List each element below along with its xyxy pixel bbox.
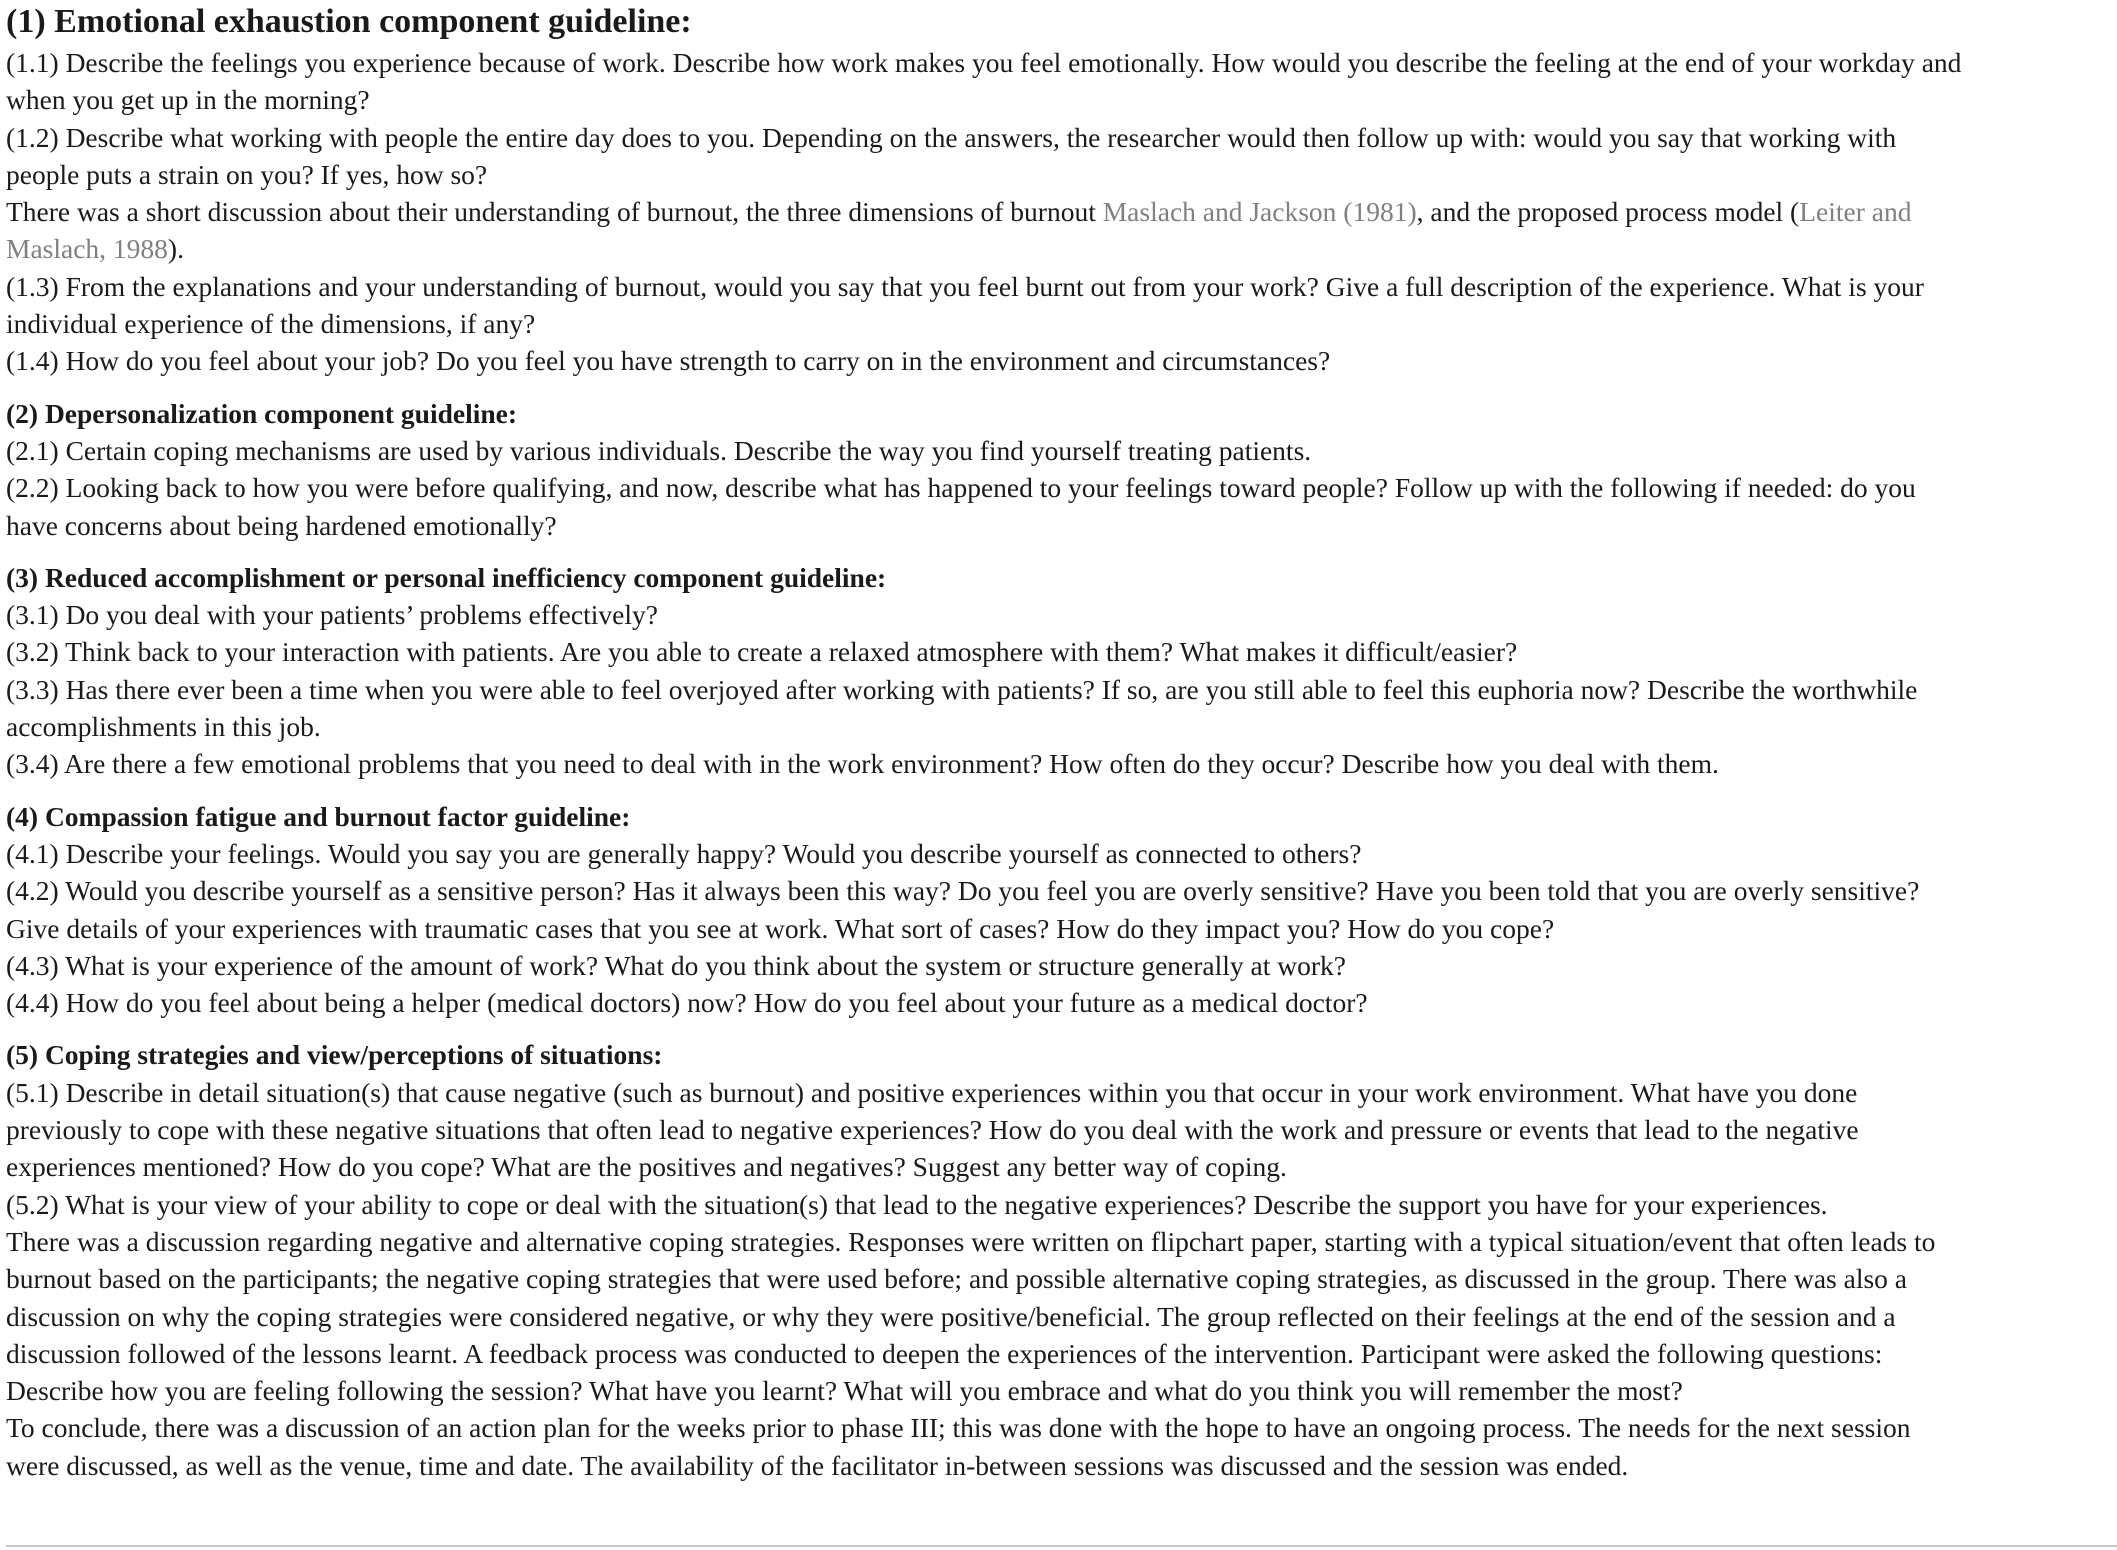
section-heading: (4) Compassion fatigue and burnout factor guideline: [6, 800, 631, 832]
question-3-1: (3.1) Do you deal with your patients’ problems effectively? [6, 599, 658, 631]
conclusion-paragraph: To conclude, there was a discussion of an action plan for the weeks prior to phase III; this was done with the hope to have an ongoing process. The needs for the next session were discussed, as well as the venue, time and date. The availability of the facilitator in-between sessions was discussed and the session was ended. [6, 1412, 1911, 1481]
question-4-4: (4.4) How do you feel about being a helper (medical doctors) now? How do you feel about your future as a medical doctor? [6, 987, 1368, 1019]
question-2-2: (2.2) Looking back to how you were before qualifying, and now, describe what has happened to your feelings toward people? Follow up with the following if needed: do you have concerns about being hardened emotionally? [6, 472, 1916, 541]
discussion-text: There was a short discussion about their understanding of burnout, the three dimensions of burnout [6, 196, 1103, 228]
question-1-4: (1.4) How do you feel about your job? Do you feel you have strength to carry on in the environment and circumstances? [6, 345, 1331, 377]
question-5-2: (5.2) What is your view of your ability to cope or deal with the situation(s) that lead to the negative experiences? Describe the support you have for your experiences. [6, 1188, 1828, 1220]
question-4-2: (4.2) Would you describe yourself as a sensitive person? Has it always been this way? Do you feel you are overly sensitive? Have you been told that you are overly sensitive? Give details of your experiences with traumatic cases that you see at work. What sort of cases? How do they impact you? How do you cope? [6, 875, 1920, 944]
section-heading: (5) Coping strategies and view/perceptions of situations: [6, 1039, 663, 1071]
section-emotional-exhaustion [6, 0, 1966, 380]
bottom-divider [6, 1545, 2117, 1547]
section-heading: (2) Depersonalization component guideline: [6, 397, 518, 429]
question-4-3: (4.3) What is your experience of the amount of work? What do you think about the system or structure generally at work? [6, 949, 1346, 981]
question-3-3: (3.3) Has there ever been a time when you were able to feel overjoyed after working with patients? If so, are you still able to feel this euphoria now? Describe the worthwhile accomplishments in this job. [6, 673, 1918, 743]
reference-link-maslach-jackson[interactable]: Maslach and Jackson (1981) [1102, 196, 1417, 228]
reference-link-leiter-maslach[interactable]: Leiter and Maslach, 1988 [6, 196, 1912, 265]
section-compassion-fatigue [6, 798, 1966, 1022]
document-body [6, 0, 1966, 1484]
question-2-1: (2.1) Certain coping mechanisms are used by various individuals. Describe the way you find yourself treating patients. [6, 434, 1312, 466]
section-heading: (1) Emotional exhaustion component guideline: [6, 3, 692, 40]
question-1-3: (1.3) From the explanations and your understanding of burnout, would you say that you feel burnt out from your work? Give a full description of the experience. What is your individual experience of the dimensions, if any? [6, 270, 1924, 340]
section-coping-strategies [6, 1036, 1966, 1484]
question-3-4: (3.4) Are there a few emotional problems that you need to deal with in the work environment? How often do they occur? Describe how you deal with them. [6, 748, 1719, 780]
section-depersonalization [6, 395, 1966, 544]
question-5-1: (5.1) Describe in detail situation(s) that cause negative (such as burnout) and positive experiences within you that occur in your work environment. What have you done previously to cope with these negative situations that often lead to negative experiences? How do you deal with the work and pressure or events that lead to the negative experiences mentioned? How do you cope? What are the positives and negatives? Suggest any better way of coping. [6, 1076, 1859, 1183]
discussion-paragraph [6, 193, 1966, 268]
question-4-1: (4.1) Describe your feelings. Would you say you are generally happy? Would you describe yourself as connected to others? [6, 837, 1362, 869]
question-1-1: (1.1) Describe the feelings you experience because of work. Describe how work makes you feel emotionally. How would you describe the feeling at the end of your workday and when you get up in the morning? [6, 47, 1962, 116]
discussion-text: ). [167, 233, 184, 265]
coping-discussion-paragraph: There was a discussion regarding negative and alternative coping strategies. Responses were written on flipchart paper, starting with a typical situation/event that often leads to burnout based on the participants; the negative coping strategies that were used before; and possible alternative coping strategies, as discussed in the group. There was also a discussion on why the coping strategies were considered negative, or why they were positive/beneficial. The group reflected on their feelings at the end of the session and a discussion followed of the lessons learnt. A feedback process was conducted to deepen the experiences of the intervention. Participant were asked the following questions: Describe how you are feeling following the session? What have you learnt? What will you embrace and what do you think you will remember the most? [6, 1225, 1936, 1407]
discussion-text: , and the proposed process model ( [1416, 196, 1800, 228]
question-3-2: (3.2) Think back to your interaction with patients. Are you able to create a relaxed atmosphere with them? What makes it difficult/easier? [6, 636, 1518, 668]
section-reduced-accomplishment [6, 559, 1966, 783]
question-1-2: (1.2) Describe what working with people the entire day does to you. Depending on the answers, the researcher would then follow up with: would you say that working with people puts a strain on you? If yes, how so? [6, 121, 1897, 190]
section-heading: (3) Reduced accomplishment or personal inefficiency component guideline: [6, 561, 887, 593]
